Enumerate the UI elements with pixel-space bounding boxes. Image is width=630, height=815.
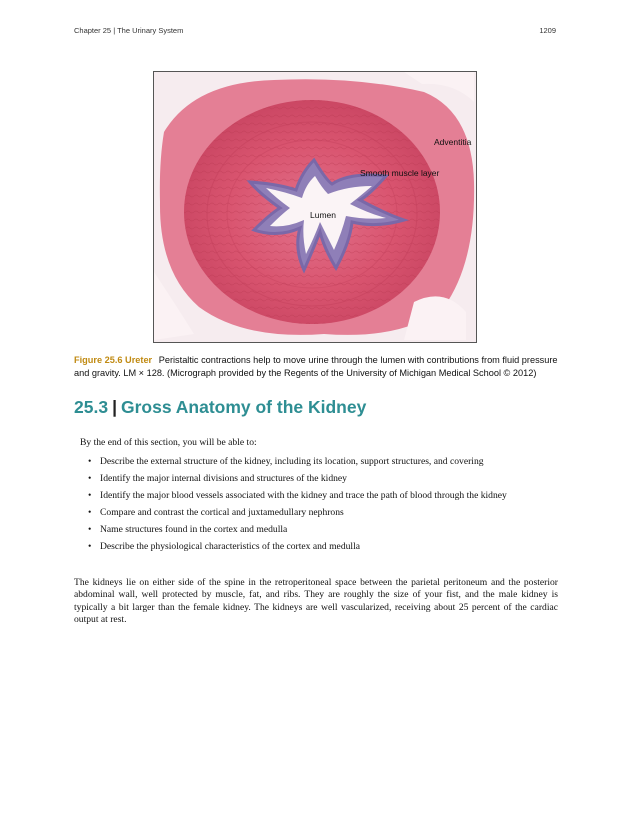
figure-caption-text: Peristaltic contractions help to move urine through the lumen with contributions from fluid pressure and gravity. LM × 128. (Micrograph provided by the Regents of the University of Michigan Medical School © 2012)	[74, 355, 558, 378]
objective-item: • Name structures found in the cortex and medulla	[88, 524, 288, 535]
objectives-intro: By the end of this section, you will be able to:	[80, 437, 257, 448]
objective-item: • Identify the major blood vessels associated with the kidney and trace the path of blood through the kidney	[88, 490, 507, 501]
figure-caption	[74, 354, 558, 379]
page-number: 1209	[539, 26, 556, 35]
section-number: 25.3	[74, 397, 109, 417]
objective-item: • Describe the physiological characteristics of the cortex and medulla	[88, 541, 360, 552]
objective-item: • Compare and contrast the cortical and juxtamedullary nephrons	[88, 507, 344, 518]
objective-item: • Identify the major internal divisions and structures of the kidney	[88, 473, 347, 484]
section-title-text: Gross Anatomy of the Kidney	[120, 397, 367, 417]
learning-objectives	[80, 437, 550, 557]
section-heading	[74, 397, 366, 418]
running-header-chapter: Chapter 25 | The Urinary System	[74, 26, 184, 35]
objective-item: • Describe the external structure of the kidney, including its location, support structures, and covering	[88, 456, 484, 467]
label-lumen: Lumen	[310, 210, 336, 220]
label-adventitia: Adventitia	[434, 137, 472, 147]
body-paragraph: The kidneys lie on either side of the spine in the retroperitoneal space between the parietal peritoneum and the posterior abdominal wall, well protected by muscle, fat, and ribs. They are roughly the size of your fist, and the male kidney is typically a bit larger than the female kidney. The kidneys are well vascularized, receiving about 25 percent of the cardiac output at rest.	[74, 576, 558, 626]
ureter-micrograph	[153, 71, 477, 343]
label-smooth-muscle: Smooth muscle layer	[360, 168, 440, 178]
section-separator: |	[112, 397, 117, 417]
figure-caption-label: Figure 25.6 Ureter	[74, 355, 153, 365]
objectives-list	[80, 455, 550, 557]
micrograph-svg	[154, 72, 476, 342]
